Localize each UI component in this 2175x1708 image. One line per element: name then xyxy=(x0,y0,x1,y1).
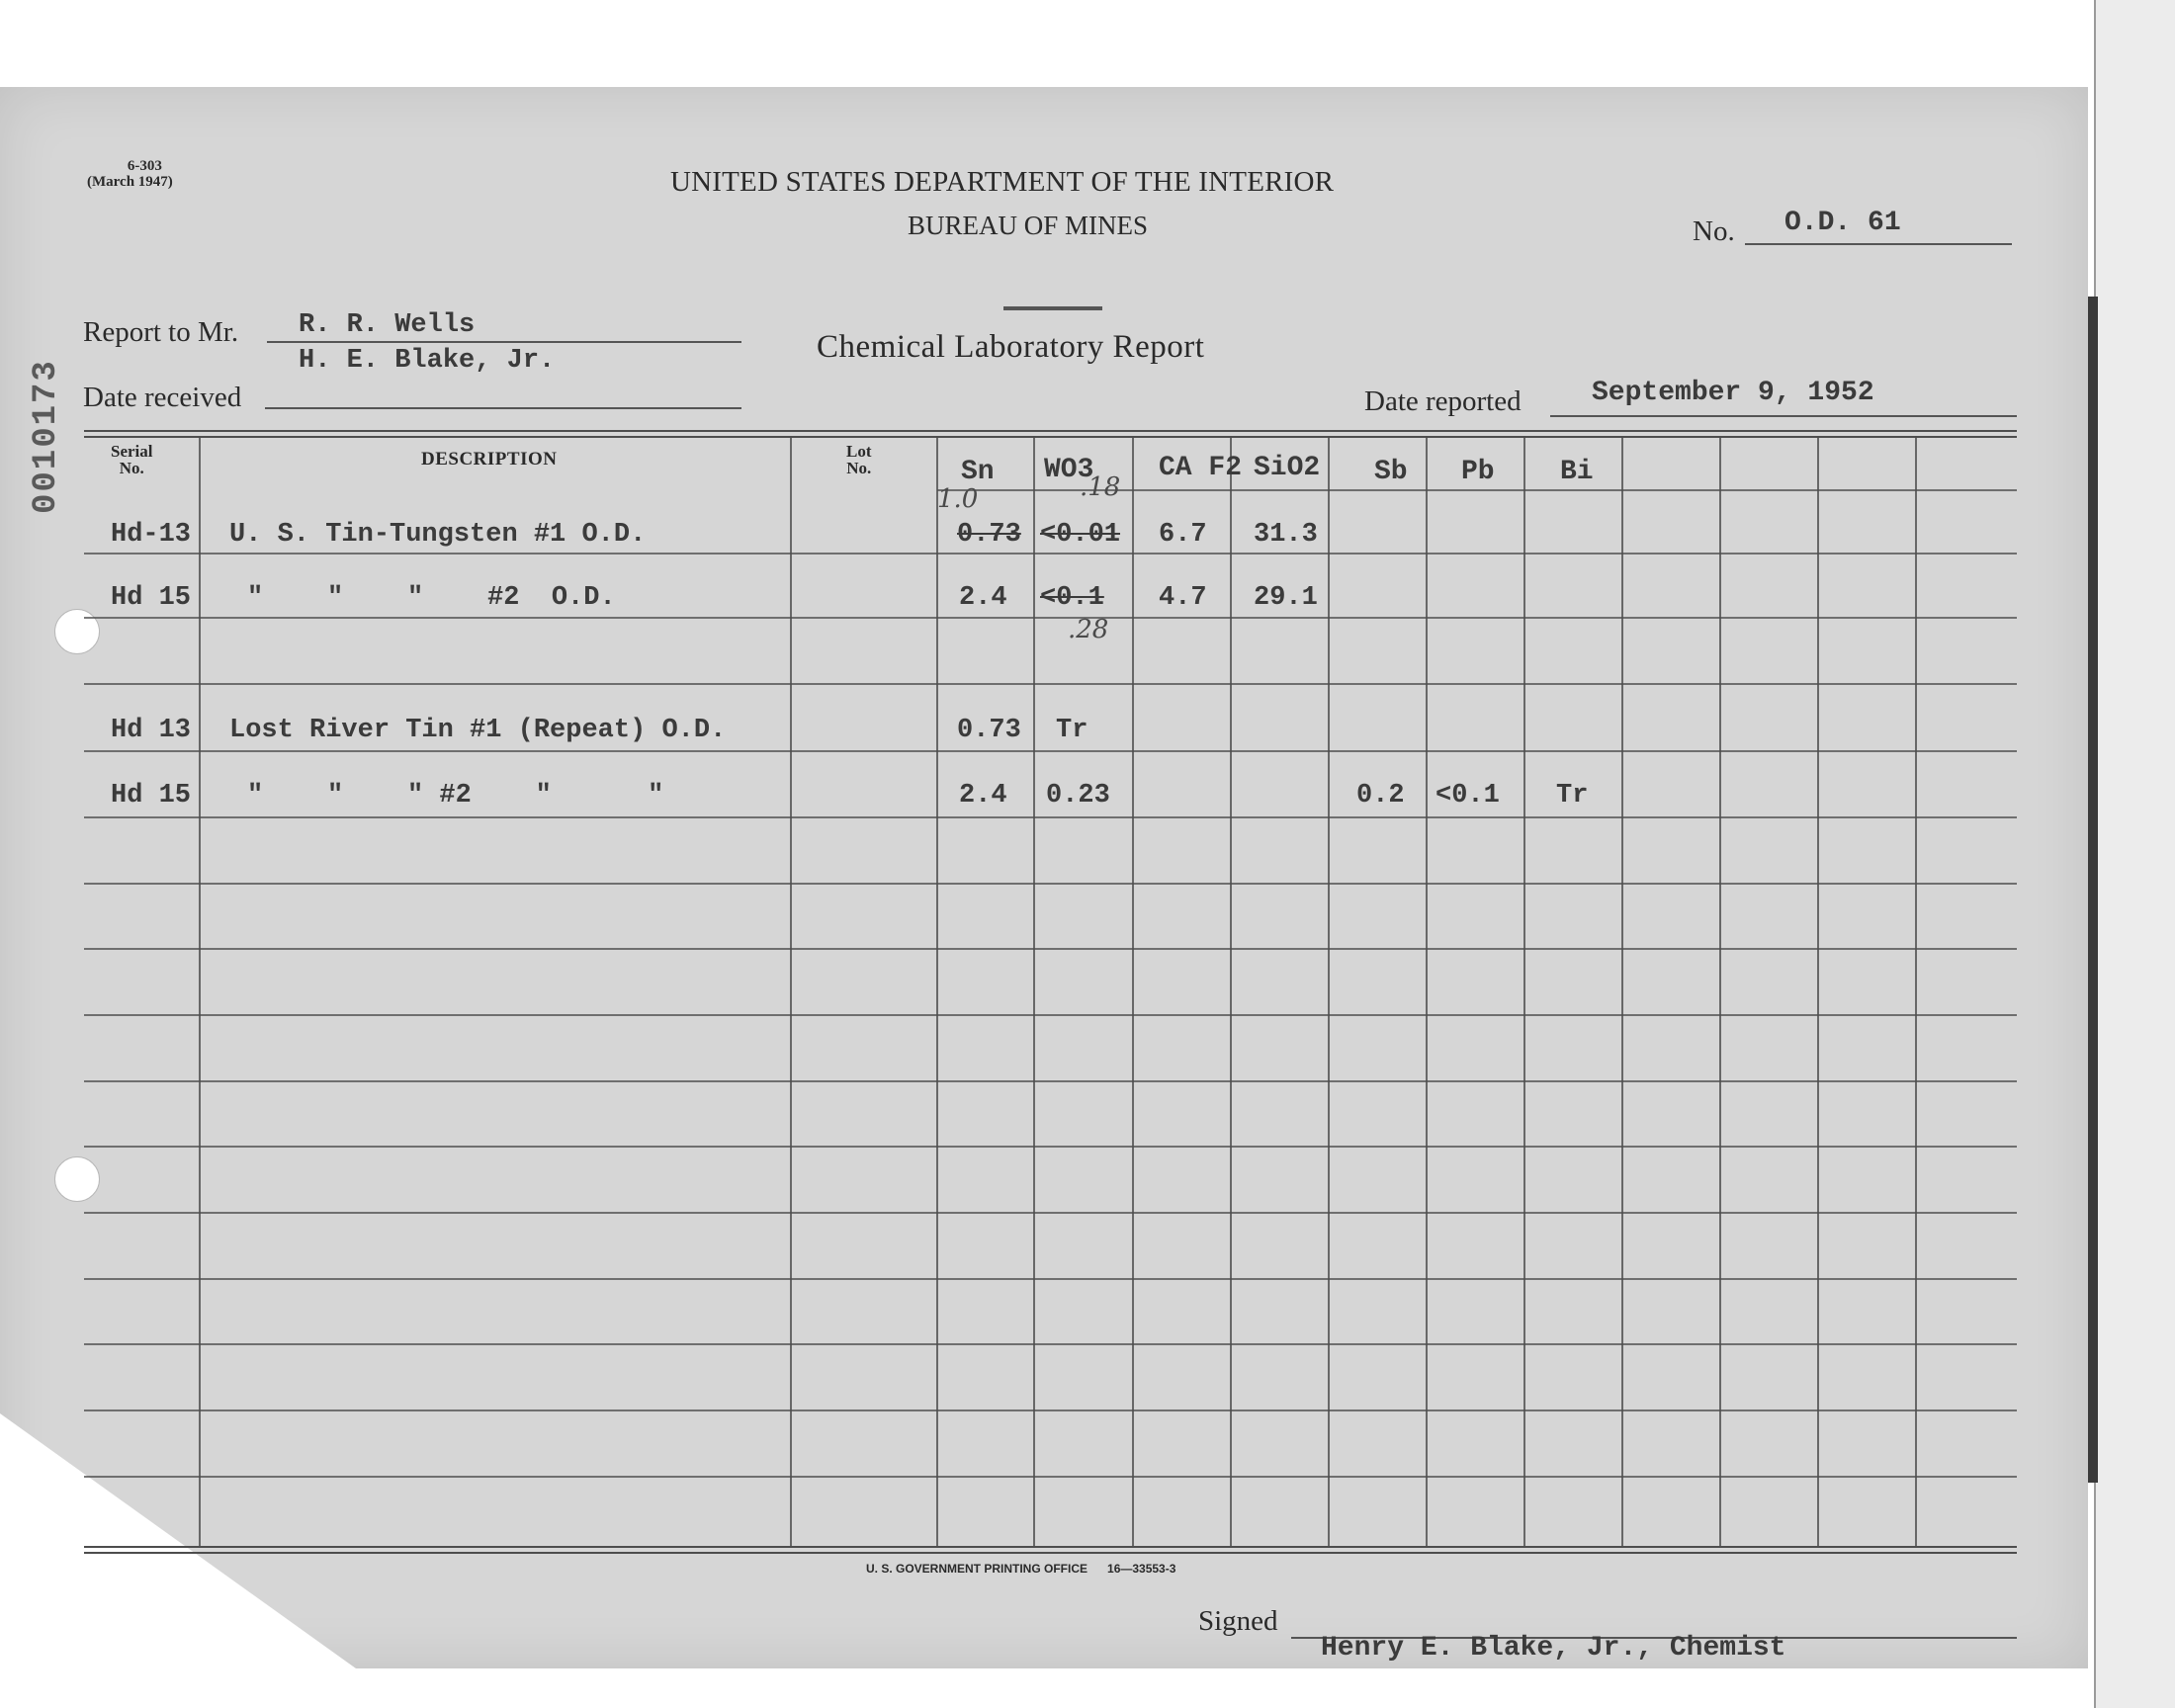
printer-line: U. S. GOVERNMENT PRINTING OFFICE 16—33553-3 xyxy=(866,1562,1176,1576)
row-1-sn-correction: 1.0 xyxy=(937,484,979,514)
form-number: 6-303 xyxy=(127,158,162,174)
row-4-sn: 0.73 xyxy=(957,716,1021,745)
header-description: DESCRIPTION xyxy=(421,449,558,470)
header-pb: Pb xyxy=(1461,457,1495,487)
row-5-bi: Tr xyxy=(1556,781,1589,811)
adjacent-page-edge xyxy=(2094,0,2175,1708)
header-serial-line1: Serial xyxy=(111,442,153,461)
number-value: O.D. 61 xyxy=(1784,208,1901,238)
header-serial-no xyxy=(111,443,153,476)
row-5-serial: Hd 15 xyxy=(111,781,192,811)
row-5-sn: 2.4 xyxy=(959,781,1007,811)
header-sio2: SiO2 xyxy=(1254,453,1321,483)
row-2-serial: Hd 15 xyxy=(111,583,192,613)
report-title: Chemical Laboratory Report xyxy=(817,329,1205,365)
row-5-pb: <0.1 xyxy=(1436,781,1500,811)
report-to-name-1: R. R. Wells xyxy=(299,310,476,340)
header-lot-line2: No. xyxy=(846,459,872,477)
row-4-serial: Hd 13 xyxy=(111,716,192,745)
header-lot-no xyxy=(846,443,872,476)
row-2-sio2: 29.1 xyxy=(1254,583,1318,613)
row-2-sn: 2.4 xyxy=(959,583,1007,613)
row-1-wo3-correction: .18 xyxy=(1080,472,1121,502)
row-4-description: Lost River Tin #1 (Repeat) O.D. xyxy=(229,716,727,745)
header-wo3: WO3 xyxy=(1044,455,1094,485)
row-2-description: " " " #2 O.D. xyxy=(247,583,616,613)
row-5-sb: 0.2 xyxy=(1356,781,1405,811)
row-5-wo3: 0.23 xyxy=(1046,781,1110,811)
row-4-wo3: Tr xyxy=(1056,716,1088,745)
report-to-name-2: H. E. Blake, Jr. xyxy=(299,346,556,376)
bureau-title: BUREAU OF MINES xyxy=(908,211,1149,240)
row-1-caf2: 6.7 xyxy=(1159,520,1207,550)
header-sb: Sb xyxy=(1374,457,1408,487)
row-2-wo3: <0.1 xyxy=(1040,583,1104,613)
header-lot-line1: Lot xyxy=(846,442,872,461)
row-1-wo3: <0.01 xyxy=(1040,520,1121,550)
row-1-serial: Hd-13 xyxy=(111,520,192,550)
row-1-description: U. S. Tin-Tungsten #1 O.D. xyxy=(229,520,647,550)
signed-label: Signed xyxy=(1198,1605,1278,1637)
header-bi: Bi xyxy=(1560,457,1594,487)
row-5-description: " " " #2 " " xyxy=(247,781,664,811)
row-2-wo3-correction: .28 xyxy=(1068,615,1109,644)
date-reported-value: September 9, 1952 xyxy=(1592,378,1874,408)
date-reported-label: Date reported xyxy=(1364,385,1522,417)
signed-value: Henry E. Blake, Jr., Chemist xyxy=(1321,1633,1786,1664)
form-date: (March 1947) xyxy=(87,174,173,190)
row-2-caf2: 4.7 xyxy=(1159,583,1207,613)
side-stamp-number: 0010173 xyxy=(28,359,65,514)
sheet-shadow-edge xyxy=(2088,297,2098,1483)
number-label: No. xyxy=(1693,215,1735,247)
header-serial-line2: No. xyxy=(119,459,144,477)
header-sn: Sn xyxy=(961,457,995,487)
department-title: UNITED STATES DEPARTMENT OF THE INTERIOR xyxy=(670,166,1335,198)
header-caf2: CA F2 xyxy=(1159,453,1243,483)
row-1-sn: 0.73 xyxy=(957,520,1021,550)
date-received-label: Date received xyxy=(83,382,242,413)
row-1-sio2: 31.3 xyxy=(1254,520,1318,550)
report-to-label: Report to Mr. xyxy=(83,316,239,348)
